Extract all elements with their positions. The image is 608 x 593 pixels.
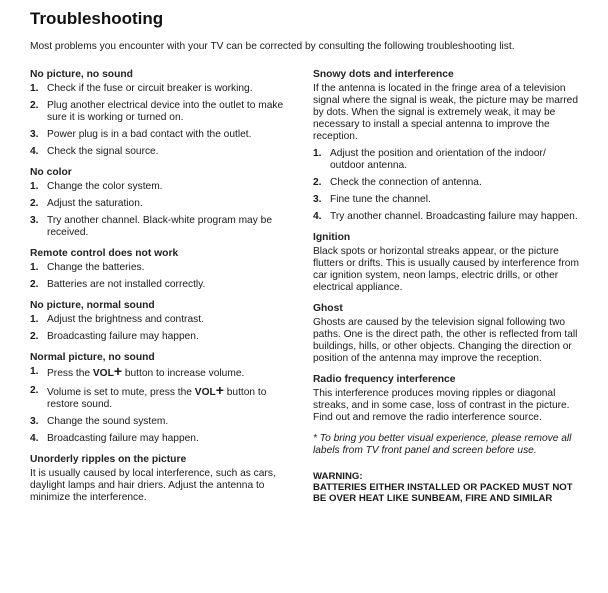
list-item: 1. Press the VOL+ button to increase volume. (30, 363, 245, 379)
item-number: 3. (313, 194, 322, 205)
list-item: 2. Plug another electrical device into the outlet to make sure it is working or turned on. (30, 100, 284, 123)
list-item: 2. Broadcasting failure may happen. (30, 331, 199, 342)
list-item: 3. Power plug is in a bad contact with the outlet. (30, 129, 252, 140)
section-body: Ghosts are caused by the television signal following two paths. One is the direct path, the other is reflected from tall buildings, hills, or other objects. Changing the direction or position of the antenna may improve the reception. (313, 317, 578, 364)
section-remote-control (30, 247, 292, 291)
section-body: This interference produces moving ripples or diagonal streaks, and in some case, loss of contrast in the picture. Find out and remove the radio interference source. (313, 388, 570, 423)
list-item: 2. Batteries are not installed correctly. (30, 279, 206, 290)
section-heading: Ignition (313, 232, 351, 243)
item-number: 1. (30, 83, 39, 94)
plus-icon: + (113, 363, 123, 379)
item-number: 1. (313, 148, 322, 159)
list-item: 2. Check the connection of antenna. (313, 177, 482, 188)
section-heading: Snowy dots and interference (313, 69, 454, 80)
section-no-color (30, 166, 292, 239)
label-removal-note: * To bring you better visual experience, please remove all labels from TV front panel and screen before use. (313, 433, 572, 456)
intro-text: Most problems you encounter with your TV can be corrected by consulting the following troubleshooting list. (30, 41, 515, 52)
battery-warning (313, 471, 579, 504)
section-radio-frequency (313, 373, 579, 424)
list-item: 1. Change the batteries. (30, 262, 145, 273)
section-snowy-dots (313, 68, 579, 223)
item-number: 1. (30, 366, 39, 377)
item-number: 4. (30, 433, 39, 444)
item-number: 4. (313, 211, 322, 222)
left-column (30, 68, 292, 512)
list-item: 1. Adjust the position and orientation of the indoor/ outdoor antenna. (313, 148, 546, 171)
plus-icon: + (215, 382, 224, 398)
section-heading: Normal picture, no sound (30, 352, 155, 363)
item-number: 1. (30, 262, 39, 273)
item-number: 2. (30, 279, 39, 290)
list-item: 4. Try another channel. Broadcasting failure may happen. (313, 211, 578, 222)
section-heading: Radio frequency interference (313, 374, 456, 385)
item-number: 1. (30, 314, 39, 325)
right-column (313, 68, 579, 504)
section-heading: No color (30, 167, 72, 178)
item-number: 2. (30, 385, 39, 396)
section-no-picture-no-sound (30, 68, 292, 158)
section-heading: No picture, normal sound (30, 300, 155, 311)
section-heading: Remote control does not work (30, 248, 179, 259)
list-item: 1. Adjust the brightness and contrast. (30, 314, 204, 325)
section-no-picture-normal-sound (30, 299, 292, 343)
section-body: If the antenna is located in the fringe area of a television signal where the signal is weak, the picture may be marred by dots. When the signal is extremely weak, it may be necessary to install a special antenna to improve the reception. (313, 83, 579, 142)
vol-label: VOL (92, 368, 114, 379)
list-item: 1. Change the color system. (30, 181, 163, 192)
list-item: 2. Adjust the saturation. (30, 198, 143, 209)
list-item: 4. Broadcasting failure may happen. (30, 433, 199, 444)
section-heading: Ghost (313, 303, 343, 314)
list-item: 3. Change the sound system. (30, 416, 169, 427)
section-unorderly-ripples (30, 453, 292, 504)
list-item: 3. Fine tune the channel. (313, 194, 431, 205)
item-number: 2. (30, 198, 39, 209)
item-number: 2. (30, 331, 39, 342)
section-ignition (313, 231, 579, 294)
item-number: 3. (30, 129, 39, 140)
list-item: 2. Volume is set to mute, press the VOL+ button to restore sound. (30, 382, 267, 410)
item-number: 2. (313, 177, 322, 188)
vol-label: VOL (194, 387, 216, 398)
section-body: It is usually caused by local interference, such as cars, daylight lamps and hair driers. Adjust the antenna to minimize the interference. (30, 468, 276, 503)
item-number: 2. (30, 100, 39, 111)
warning-label: WARNING: (313, 471, 363, 482)
item-number: 3. (30, 215, 39, 226)
section-ghost (313, 302, 579, 365)
list-item: 4. Check the signal source. (30, 146, 159, 157)
list-item: 3. Try another channel. Black-white program may be received. (30, 215, 272, 238)
section-normal-picture-no-sound (30, 351, 292, 445)
item-number: 3. (30, 416, 39, 427)
item-number: 1. (30, 181, 39, 192)
list-item: 1. Check if the fuse or circuit breaker is working. (30, 83, 253, 94)
section-heading: No picture, no sound (30, 69, 133, 80)
section-body: Black spots or horizontal streaks appear, or the picture flutters or drifts. This is usually caused by interference from car ignition system, neon lamps, electric drills, or other electrical appliance. (313, 246, 579, 293)
item-number: 4. (30, 146, 39, 157)
page-title: Troubleshooting (30, 9, 164, 28)
section-heading: Unorderly ripples on the picture (30, 454, 187, 465)
warning-text: BATTERIES EITHER INSTALLED OR PACKED MUST NOT BE OVER HEAT LIKE SUNBEAM, FIRE AND SIMILAR (313, 482, 573, 504)
